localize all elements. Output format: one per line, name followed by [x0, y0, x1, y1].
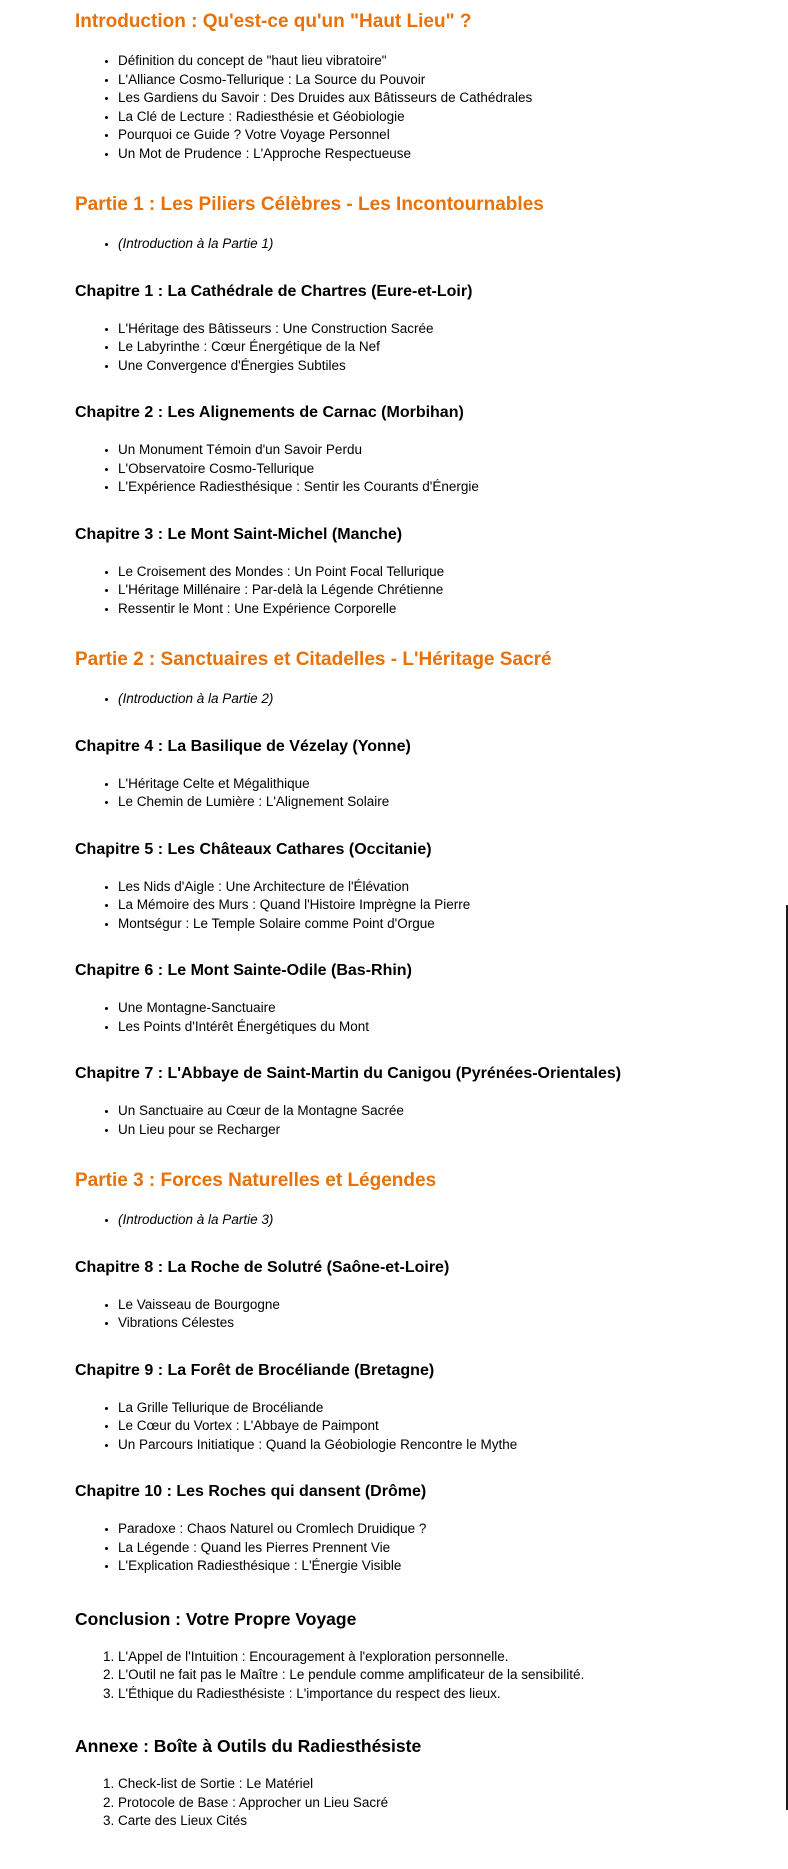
toc-item: • L'Héritage Celte et Mégalithique	[118, 775, 708, 794]
toc-item: • Le Croisement des Mondes : Un Point Focal Tellurique	[118, 563, 708, 582]
chapitre-4-list	[75, 775, 708, 812]
heading-chapitre-5: Chapitre 5 : Les Châteaux Cathares (Occitanie)	[75, 840, 432, 858]
heading-chapitre-4: Chapitre 4 : La Basilique de Vézelay (Yonne)	[75, 737, 411, 755]
toc-item: • Les Points d'Intérêt Énergétiques du Mont	[118, 1018, 708, 1037]
toc-item: • Pourquoi ce Guide ? Votre Voyage Personnel	[118, 126, 708, 145]
section-chapitre-2	[75, 403, 708, 497]
section-chapitre-7	[75, 1064, 708, 1139]
toc-item: • Le Labyrinthe : Cœur Énergétique de la Nef	[118, 338, 708, 357]
toc-item: • (Introduction à la Partie 3)	[118, 1211, 708, 1230]
section-partie-1	[75, 193, 708, 254]
section-chapitre-9	[75, 1361, 708, 1455]
toc-item: • Un Sanctuaire au Cœur de la Montagne Sacrée	[118, 1102, 708, 1121]
chapitre-1-list	[75, 320, 708, 376]
section-introduction	[75, 10, 708, 163]
toc-item: • Les Nids d'Aigle : Une Architecture de l'Élévation	[118, 878, 708, 897]
section-annexe	[75, 1735, 708, 1831]
toc-item: • (Introduction à la Partie 1)	[118, 235, 708, 254]
toc-item: • L'Alliance Cosmo-Tellurique : La Source du Pouvoir	[118, 71, 708, 90]
partie-2-list	[75, 690, 708, 709]
toc-item: • L'Expérience Radiesthésique : Sentir les Courants d'Énergie	[118, 478, 708, 497]
heading-chapitre-6: Chapitre 6 : Le Mont Sainte-Odile (Bas-Rhin)	[75, 962, 412, 979]
toc-item: • Un Parcours Initiatique : Quand la Géobiologie Rencontre le Mythe	[118, 1436, 708, 1455]
toc-item: 2. L'Outil ne fait pas le Maître : Le pendule comme amplificateur de la sensibilité.	[118, 1666, 708, 1685]
chapitre-6-list	[75, 999, 708, 1036]
partie-1-list	[75, 235, 708, 254]
toc-item: • Paradoxe : Chaos Naturel ou Cromlech Druidique ?	[118, 1520, 708, 1539]
heading-annexe: Annexe : Boîte à Outils du Radiesthésiste	[75, 1736, 422, 1756]
section-conclusion	[75, 1608, 708, 1704]
section-chapitre-1	[75, 282, 708, 376]
toc-item: • Le Chemin de Lumière : L'Alignement Solaire	[118, 793, 708, 812]
heading-conclusion: Conclusion : Votre Propre Voyage	[75, 1608, 357, 1629]
toc-item: • Montségur : Le Temple Solaire comme Point d'Orgue	[118, 915, 708, 934]
chapitre-5-list	[75, 878, 708, 934]
heading-chapitre-10: Chapitre 10 : Les Roches qui dansent (Drôme)	[75, 1483, 427, 1500]
toc-item: • Un Mot de Prudence : L'Approche Respectueuse	[118, 145, 708, 164]
section-chapitre-6	[75, 961, 708, 1036]
heading-partie-3: Partie 3 : Forces Naturelles et Légendes	[75, 1170, 437, 1191]
toc-item: • La Grille Tellurique de Brocéliande	[118, 1399, 708, 1418]
toc-item: 3. Carte des Lieux Cités	[118, 1812, 708, 1831]
chapitre-3-list	[75, 563, 708, 619]
section-partie-2	[75, 648, 708, 709]
heading-partie-2: Partie 2 : Sanctuaires et Citadelles - L'Héritage Sacré	[75, 649, 552, 670]
heading-partie-1: Partie 1 : Les Piliers Célèbres - Les Incontournables	[75, 194, 544, 215]
section-chapitre-4	[75, 737, 708, 812]
toc-item: • L'Héritage des Bâtisseurs : Une Construction Sacrée	[118, 320, 708, 339]
toc-item: 1. L'Appel de l'Intuition : Encouragement à l'exploration personnelle.	[118, 1648, 708, 1667]
toc-item: • L'Héritage Millénaire : Par-delà la Légende Chrétienne	[118, 581, 708, 600]
section-chapitre-8	[75, 1258, 708, 1333]
chapitre-8-list	[75, 1296, 708, 1333]
chapitre-2-list	[75, 441, 708, 497]
toc-item: 2. Protocole de Base : Approcher un Lieu Sacré	[118, 1794, 708, 1813]
toc-item: • Un Monument Témoin d'un Savoir Perdu	[118, 441, 708, 460]
chapitre-7-list	[75, 1102, 708, 1139]
introduction-list	[75, 52, 708, 163]
heading-introduction: Introduction : Qu'est-ce qu'un "Haut Lieu" ?	[75, 11, 472, 32]
toc-item: • Le Vaisseau de Bourgogne	[118, 1296, 708, 1315]
chapitre-9-list	[75, 1399, 708, 1455]
toc-item: 3. L'Éthique du Radiesthésiste : L'importance du respect des lieux.	[118, 1685, 708, 1704]
toc-item: • (Introduction à la Partie 2)	[118, 690, 708, 709]
toc-item: • La Mémoire des Murs : Quand l'Histoire Imprègne la Pierre	[118, 896, 708, 915]
toc-item: • L'Explication Radiesthésique : L'Énergie Visible	[118, 1557, 708, 1576]
conclusion-list	[75, 1648, 708, 1704]
toc-item: • Ressentir le Mont : Une Expérience Corporelle	[118, 600, 708, 619]
annexe-list	[75, 1775, 708, 1831]
toc-item: 1. Check-list de Sortie : Le Matériel	[118, 1775, 708, 1794]
toc-item: • L'Observatoire Cosmo-Tellurique	[118, 460, 708, 479]
heading-chapitre-8: Chapitre 8 : La Roche de Solutré (Saône-et-Loire)	[75, 1258, 450, 1276]
section-chapitre-3	[75, 525, 708, 619]
heading-chapitre-7: Chapitre 7 : L'Abbaye de Saint-Martin du Canigou (Pyrénées-Orientales)	[75, 1065, 622, 1082]
heading-chapitre-9: Chapitre 9 : La Forêt de Brocéliande (Bretagne)	[75, 1361, 435, 1379]
toc-item: • Vibrations Célestes	[118, 1314, 708, 1333]
heading-chapitre-3: Chapitre 3 : Le Mont Saint-Michel (Manche)	[75, 525, 403, 543]
section-chapitre-10	[75, 1482, 708, 1576]
section-chapitre-5	[75, 840, 708, 934]
section-partie-3	[75, 1169, 708, 1230]
toc-item: • La Légende : Quand les Pierres Prennent Vie	[118, 1539, 708, 1558]
heading-chapitre-1: Chapitre 1 : La Cathédrale de Chartres (Eure-et-Loir)	[75, 282, 473, 300]
toc-item: • Définition du concept de "haut lieu vibratoire"	[118, 52, 708, 71]
toc-item: • Le Cœur du Vortex : L'Abbaye de Paimpont	[118, 1417, 708, 1436]
toc-item: • La Clé de Lecture : Radiesthésie et Géobiologie	[118, 108, 708, 127]
toc-item: • Les Gardiens du Savoir : Des Druides aux Bâtisseurs de Cathédrales	[118, 89, 708, 108]
heading-chapitre-2: Chapitre 2 : Les Alignements de Carnac (Morbihan)	[75, 404, 464, 421]
toc-item: • Une Montagne-Sanctuaire	[118, 999, 708, 1018]
partie-3-list	[75, 1211, 708, 1230]
toc-item: • Une Convergence d'Énergies Subtiles	[118, 357, 708, 376]
toc-item: • Un Lieu pour se Recharger	[118, 1121, 708, 1140]
chapitre-10-list	[75, 1520, 708, 1576]
